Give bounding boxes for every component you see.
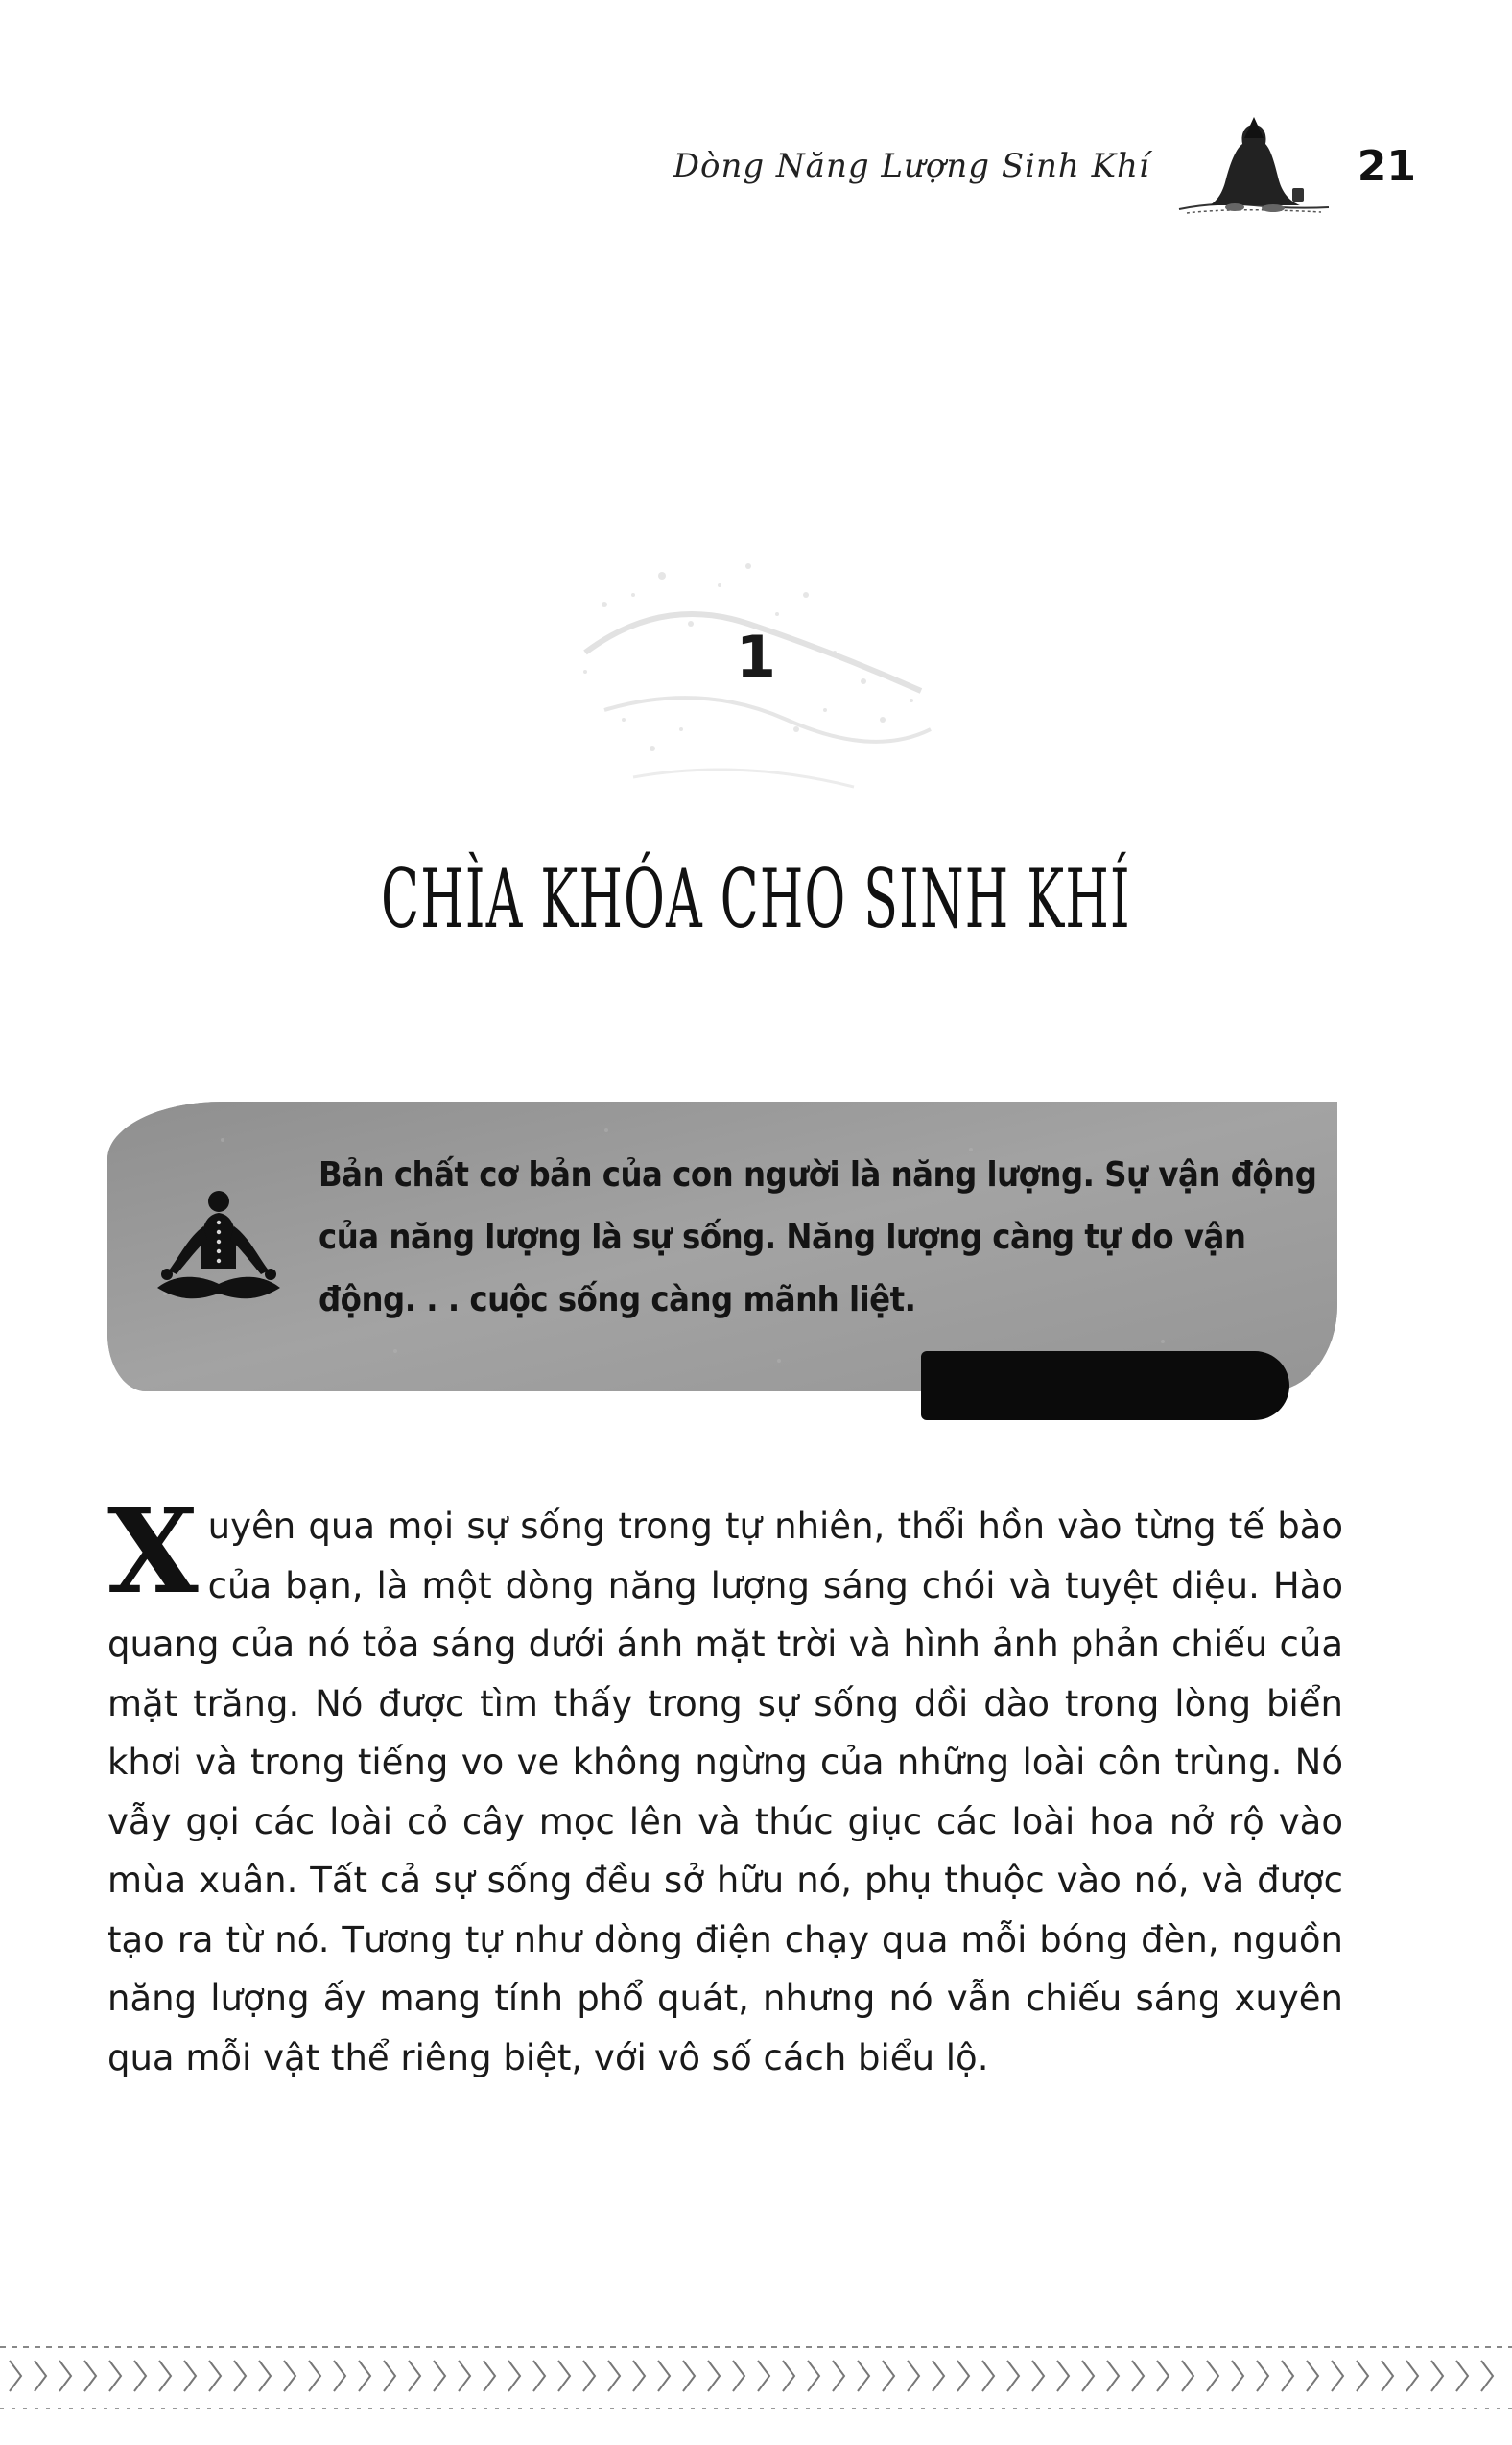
quote-text: Bản chất cơ bản của con người là năng lượng. Sự vận động của năng lượng là sự sống. Năng lượng càng tự do vận động. . . cuộc sống càng mãnh liệt. bbox=[319, 1155, 1317, 1319]
body-paragraph bbox=[107, 1482, 1343, 2087]
running-header bbox=[673, 113, 1416, 219]
chapter-heading bbox=[0, 518, 1512, 806]
quote-box bbox=[107, 1102, 1337, 1391]
chapter-title: CHÌA KHÓA CHO SINH KHÍ bbox=[381, 852, 1131, 946]
redaction-bar bbox=[921, 1351, 1289, 1420]
meditating-person-icon bbox=[144, 1180, 294, 1315]
body-paragraph-text: uyên qua mọi sự sống trong tự nhiên, thổi hồn vào từng tế bào của bạn, là một dòng năng lượng sáng chói và tuyệt diệu. Hào quang của nó tỏa sáng dưới ánh mặt trời và hình ảnh phản chiếu của mặt trăng. Nó được tìm thấy trong sự sống dồi dào trong lòng biển khơi và trong tiếng vo ve không ngừng của những loài côn trùng. Nó vẫy gọi các loài cỏ cây mọc lên và thúc giục các loài hoa nở rộ vào mùa xuân. Tất cả sự sống đều sở hữu nó, phụ thuộc vào nó, và được tạo ra từ nó. Tương tự như dòng điện chạy qua mỗi bóng đèn, nguồn năng lượng ấy mang tính phổ quát, nhưng nó vẫn chiếu sáng xuyên qua mỗi vật thể riêng biệt, với vô số cách biểu lộ. bbox=[107, 1506, 1343, 2078]
meditating-figure-ornament-icon bbox=[1177, 113, 1331, 219]
chapter-number: 1 bbox=[736, 624, 776, 691]
running-title: Dòng Năng Lượng Sinh Khí bbox=[673, 147, 1150, 185]
drop-cap: X bbox=[107, 1482, 199, 1620]
page-number: 21 bbox=[1357, 141, 1416, 191]
bottom-decorative-border bbox=[0, 2339, 1512, 2416]
